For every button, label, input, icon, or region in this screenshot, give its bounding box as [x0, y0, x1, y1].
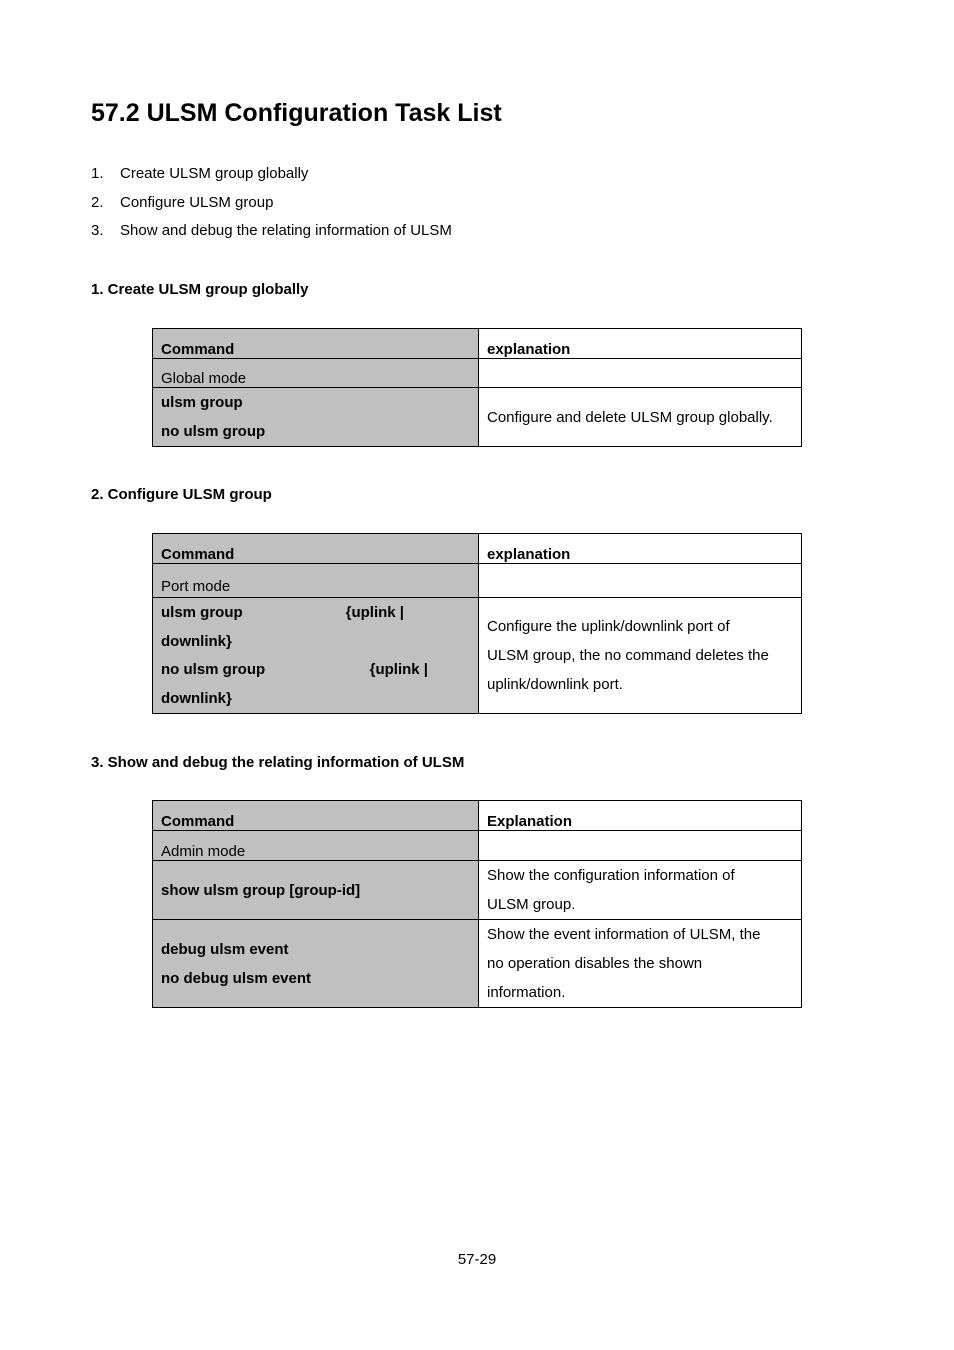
command-cell: show ulsm group [group-id]	[153, 861, 479, 920]
table-header-row	[153, 329, 802, 359]
explanation-line: ULSM group, the no command deletes the	[487, 647, 769, 664]
list-item-text: Configure ULSM group	[120, 193, 274, 211]
task-list	[91, 160, 452, 246]
table-row	[153, 831, 802, 861]
command-cell	[153, 920, 479, 1008]
table-row	[153, 598, 802, 714]
table-header-explanation: explanation	[479, 329, 802, 359]
command-line	[161, 599, 470, 628]
command-param: {uplink |	[369, 661, 428, 678]
list-item	[91, 189, 452, 218]
command-cell	[153, 388, 479, 447]
command-text: no debug ulsm event	[161, 969, 312, 987]
page-number: 57-29	[457, 1251, 497, 1268]
section-heading: 2. Configure ULSM group	[91, 486, 272, 503]
list-item-text: Show and debug the relating information of ULSM	[120, 222, 452, 239]
explanation-line: Show the event information of ULSM, the	[487, 926, 761, 943]
page-title: 57.2 ULSM Configuration Task List	[91, 99, 502, 127]
list-item	[91, 160, 452, 189]
command-text: debug ulsm event	[161, 940, 289, 958]
explanation-cell	[479, 861, 802, 920]
explanation-cell: Configure and delete ULSM group globally.	[479, 388, 802, 447]
table-header-row	[153, 801, 802, 831]
explanation-cell	[479, 598, 802, 714]
command-text: ulsm group	[161, 394, 243, 411]
command-line	[161, 656, 470, 685]
list-number: 3.	[91, 222, 104, 239]
command-param: downlink}	[161, 689, 232, 707]
mode-cell: Admin mode	[153, 831, 479, 861]
section-heading: 1. Create ULSM group globally	[91, 281, 309, 298]
table-header-command: Command	[153, 329, 479, 359]
table-row	[153, 359, 802, 388]
table-row	[153, 564, 802, 598]
table-header-explanation: explanation	[479, 534, 802, 564]
command-param: {uplink |	[345, 604, 404, 621]
mode-cell: Port mode	[153, 564, 479, 598]
command-param: downlink}	[161, 632, 232, 650]
command-table	[152, 328, 802, 447]
command-text: no ulsm group	[161, 661, 266, 678]
list-item	[91, 217, 452, 246]
mode-cell: Global mode	[153, 359, 479, 388]
table-header-explanation: Explanation	[479, 801, 802, 831]
command-table	[152, 800, 802, 1008]
table-header-command: Command	[153, 801, 479, 831]
table-row	[153, 388, 802, 447]
list-item-text: Create ULSM group globally	[120, 165, 309, 182]
command-table	[152, 533, 802, 714]
command-text: ulsm group	[161, 604, 243, 621]
empty-cell	[479, 359, 802, 388]
explanation-cell	[479, 920, 802, 1008]
empty-cell	[479, 831, 802, 861]
section-heading: 3. Show and debug the relating information of ULSM	[91, 754, 465, 771]
explanation-line: Show the configuration information of	[487, 867, 735, 884]
explanation-line: ULSM group.	[487, 896, 576, 913]
table-row	[153, 920, 802, 1008]
explanation-line: information.	[487, 984, 566, 1001]
empty-cell	[479, 564, 802, 598]
explanation-line: uplink/downlink port.	[487, 676, 623, 693]
table-header-row	[153, 534, 802, 564]
list-number: 1.	[91, 165, 104, 182]
table-header-command: Command	[153, 534, 479, 564]
command-cell	[153, 598, 479, 714]
list-number: 2.	[91, 193, 104, 211]
command-text: no ulsm group	[161, 423, 266, 440]
explanation-line: Configure the uplink/downlink port of	[487, 618, 730, 635]
table-row	[153, 861, 802, 920]
explanation-line: no operation disables the shown	[487, 955, 703, 972]
